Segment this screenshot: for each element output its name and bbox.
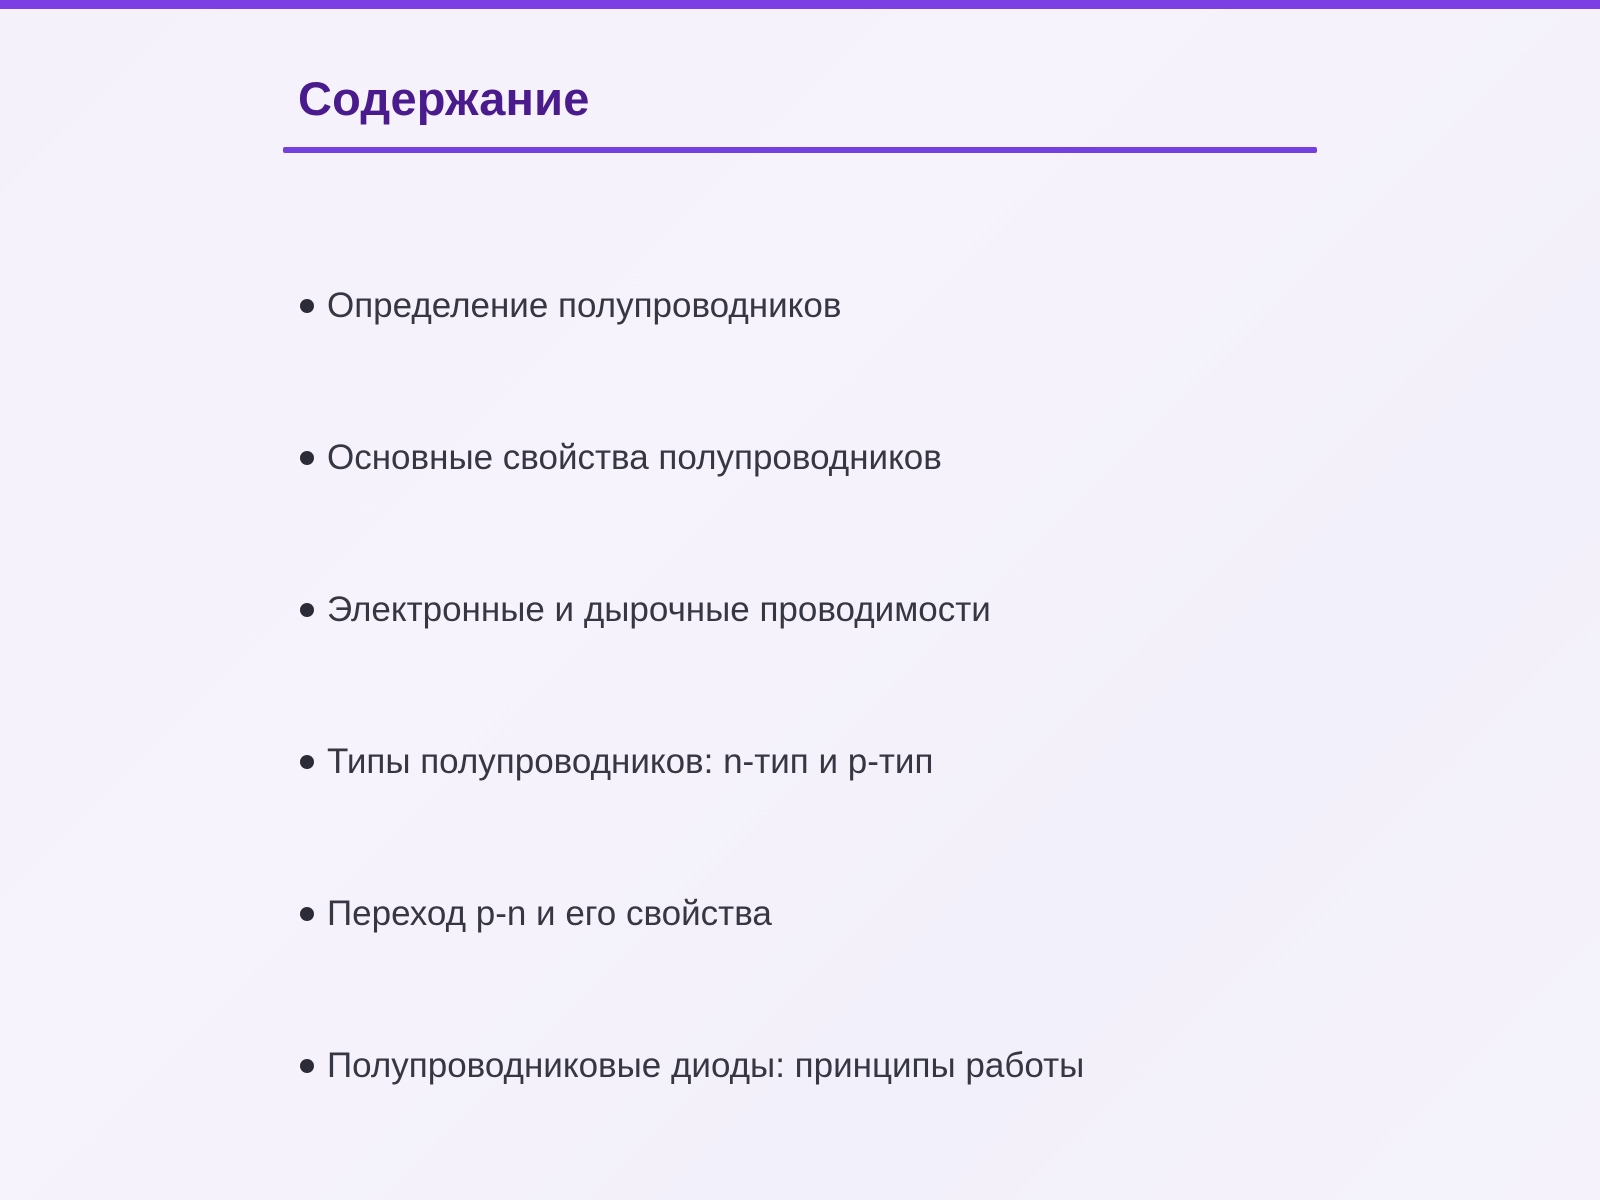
bullet-icon [300, 907, 314, 921]
list-item-text: Типы полупроводников: n-тип и p-тип [327, 742, 934, 781]
title-underline [283, 147, 1317, 153]
bullet-icon [300, 755, 314, 769]
bullet-icon [300, 1059, 314, 1073]
table-of-contents [300, 280, 1300, 1192]
bullet-icon [300, 603, 314, 617]
bullet-icon [300, 299, 314, 313]
slide-title: Содержание [298, 72, 590, 125]
bullet-icon [300, 451, 314, 465]
list-item-text: Электронные и дырочные проводимости [327, 590, 991, 629]
slide-header [283, 66, 1317, 156]
top-accent-bar [0, 0, 1600, 9]
list-item-text: Определение полупроводников [327, 286, 842, 325]
list-item [300, 736, 1300, 888]
list-item-text: Основные свойства полупроводников [327, 438, 942, 477]
list-item [300, 280, 1300, 432]
list-item-text: Переход p-n и его свойства [327, 894, 772, 933]
list-item [300, 432, 1300, 584]
list-item [300, 888, 1300, 1040]
list-item [300, 584, 1300, 736]
list-item [300, 1040, 1300, 1192]
list-item-text: Полупроводниковые диоды: принципы работы [327, 1046, 1085, 1085]
